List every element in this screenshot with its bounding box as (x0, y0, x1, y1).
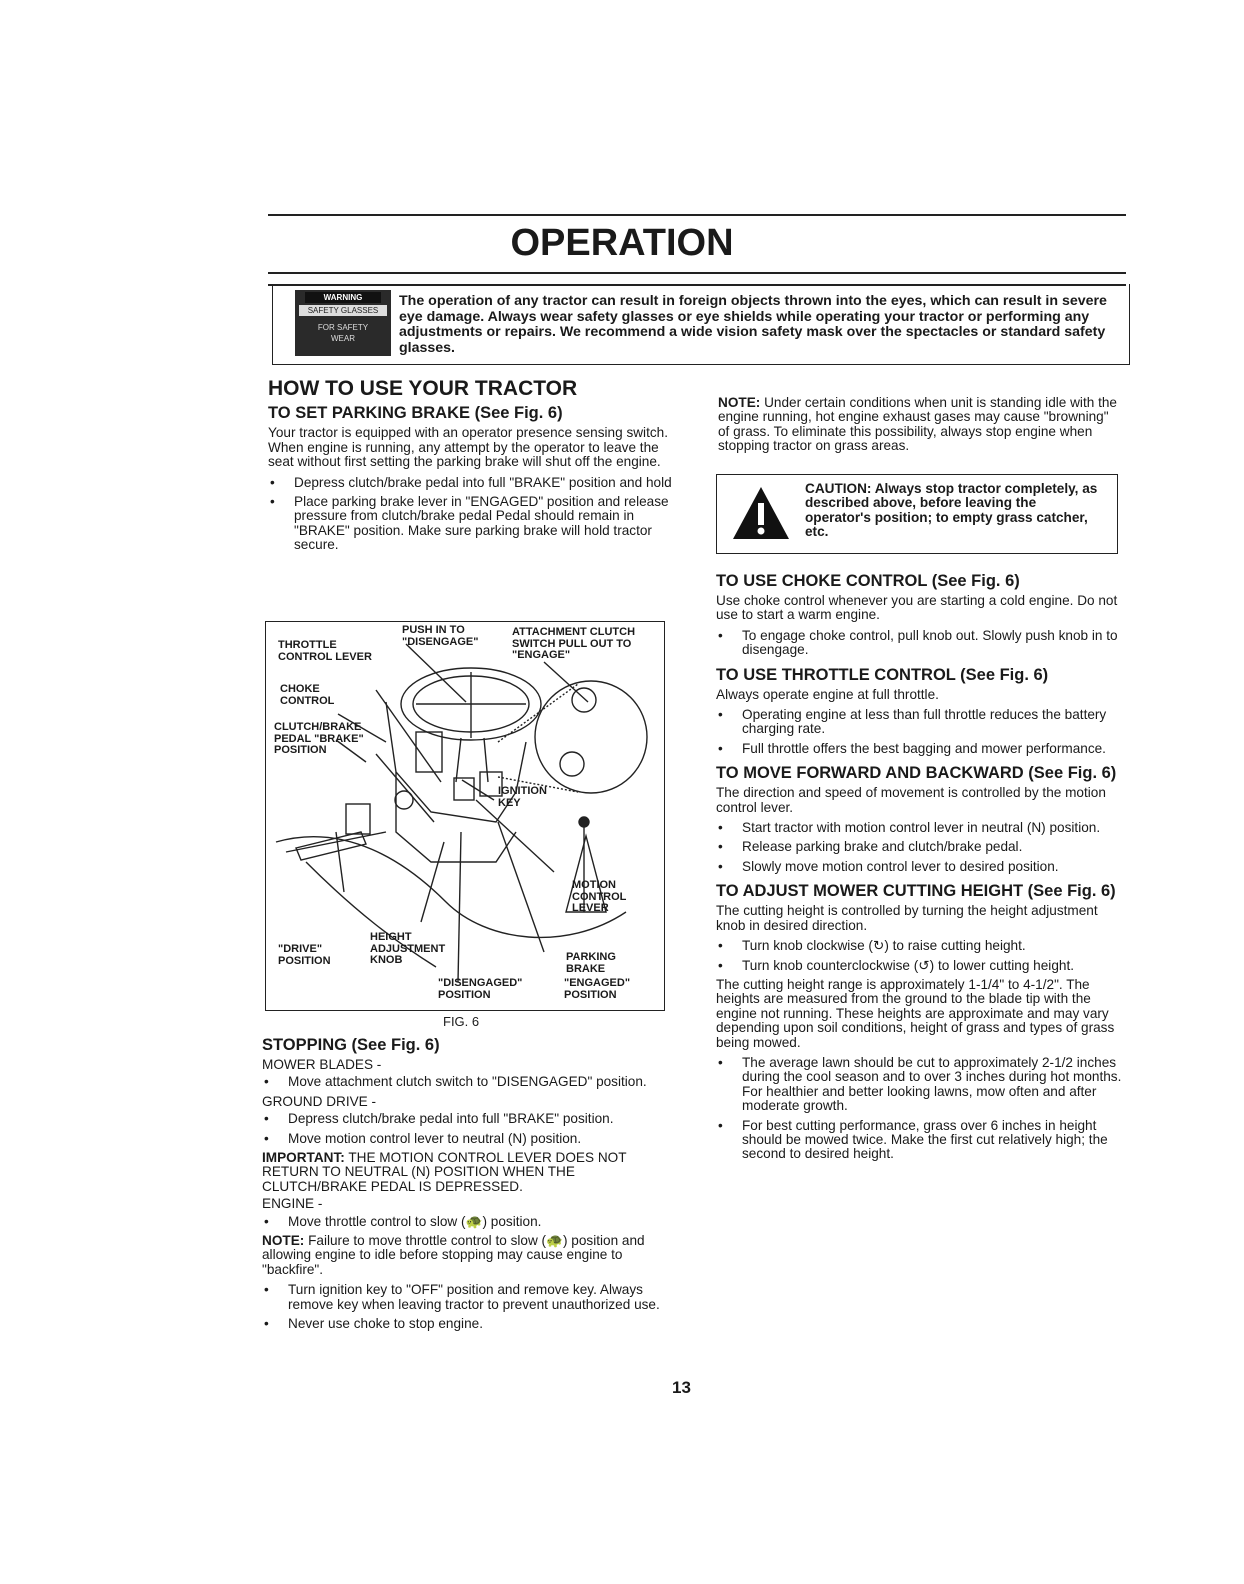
caution-triangle-icon (731, 485, 791, 541)
list-item: • Move motion control lever to neutral (N) position. (262, 1132, 672, 1146)
safety-warning-text: The operation of any tractor can result in foreign objects thrown into the eyes, which can result in severe eye damage. Always wear safety glasses or eye shields while operating your tractor or performing any adjustments or repairs. We recommend a wide vision safety mask over the spectacles or standard safety glasses. (399, 293, 1107, 356)
paragraph: Use choke control whenever you are starting a cold engine. Do not use to start a warm engine. (716, 593, 1118, 623)
list-item: • Move attachment clutch switch to "DISENGAGED" position. (262, 1075, 672, 1089)
note-label: NOTE: (262, 1233, 305, 1249)
list-item: • Slowly move motion control lever to desired position. (716, 860, 1122, 874)
safety-warning-banner (272, 284, 1130, 365)
fig-label-parking-brake: PARKING BRAKE (566, 951, 616, 975)
left-column-bottom (262, 1036, 672, 1337)
section-heading: HOW TO USE YOUR TRACTOR (268, 377, 578, 400)
fig-label-clutch-brake: CLUTCH/BRAKE PEDAL "BRAKE" POSITION (274, 721, 364, 756)
label: ENGINE - (262, 1196, 323, 1212)
list-item: • Turn ignition key to "OFF" position and remove key. Always remove key when leaving tractor to prevent unauthorized use. (262, 1283, 672, 1312)
list-item: • Start tractor with motion control lever in neutral (N) position. (716, 821, 1122, 835)
note-text: Under certain conditions when unit is standing idle with the engine running, hot engine exhaust gases may cause "browning" of grass. To eliminate this possibility, always stop engine when stopping tractor on grass areas. (718, 395, 1117, 454)
list-item: • Operating engine at less than full throttle reduces the battery charging rate. (716, 708, 1122, 737)
list-item: • Turn knob counterclockwise (↺) to lower cutting height. (716, 959, 1122, 973)
note-text: Failure to move throttle control to slow (🐢) position and allowing engine to idle before stopping may cause engine to "backfire". (262, 1233, 645, 1277)
important-note (262, 1151, 672, 1194)
fig-label-height: HEIGHT ADJUSTMENT KNOB (370, 931, 446, 966)
list-item: • Depress clutch/brake pedal into full "BRAKE" position. (262, 1112, 672, 1126)
paragraph: Your tractor is equipped with an operator presence sensing switch. When engine is running, any attempt by the operator to leave the seat without first setting the parking brake will shut off the engine. (268, 425, 668, 470)
title-underline (268, 272, 1126, 274)
fig-label-motion: MOTION CONTROL LEVER (572, 879, 627, 914)
right-column-main (716, 572, 1122, 1167)
list-item: • Turn knob clockwise (↻) to raise cutting height. (716, 939, 1122, 953)
caution-text (805, 482, 1105, 540)
safety-glasses-icon (295, 290, 391, 356)
page-number: 13 (672, 1378, 691, 1397)
right-column-top (718, 396, 1122, 460)
list-item: • To engage choke control, pull knob out. Slowly push knob in to disengage. (716, 629, 1122, 658)
figure-6-diagram (265, 621, 665, 1011)
fig-label-ignition: IGNITION KEY (498, 785, 547, 809)
fig-label-drive: "DRIVE" POSITION (278, 943, 331, 967)
fig-label-push-in: PUSH IN TO "DISENGAGE" (402, 624, 479, 648)
list-item: • Never use choke to stop engine. (262, 1317, 672, 1331)
subsection-heading: TO ADJUST MOWER CUTTING HEIGHT (See Fig. 6) (716, 882, 1116, 901)
subsection-heading: STOPPING (See Fig. 6) (262, 1036, 440, 1054)
subsection-heading: TO MOVE FORWARD AND BACKWARD (See Fig. 6) (716, 764, 1117, 783)
caution-label: CAUTION: (805, 481, 872, 496)
paragraph: The cutting height is controlled by turning the height adjustment knob in desired direction. (716, 903, 1098, 933)
top-rule (268, 214, 1126, 216)
subsection-heading: TO USE THROTTLE CONTROL (See Fig. 6) (716, 665, 1049, 684)
list-item: • Place parking brake lever in "ENGAGED" position and release pressure from clutch/brake pedal Pedal should remain in "BRAKE" position. Make sure parking brake will hold tractor secure. (268, 495, 676, 553)
paragraph: The direction and speed of movement is controlled by the motion control lever. (716, 785, 1106, 815)
icon-line: WEAR (331, 334, 355, 343)
list-item: • Full throttle offers the best bagging and mower performance. (716, 742, 1122, 756)
paragraph: Always operate engine at full throttle. (716, 686, 939, 702)
page-title: OPERATION (510, 222, 734, 264)
icon-line: FOR SAFETY (317, 323, 369, 332)
figure-caption: FIG. 6 (443, 1014, 480, 1029)
label: MOWER BLADES - (262, 1057, 382, 1072)
list-item: • For best cutting performance, grass over 6 inches in height should be mowed twice. Make the first cut relatively high; the second to desired height. (716, 1119, 1122, 1162)
subsection-heading: TO SET PARKING BRAKE (See Fig. 6) (268, 404, 563, 423)
list-item: • The average lawn should be cut to approximately 2-1/2 inches during the cool season and to over 3 inches during hot months. For healthier and better looking lawns, mow often and after moderate growth. (716, 1056, 1122, 1114)
paragraph: The cutting height range is approximately 1-1/4" to 4-1/2". The heights are measured from the ground to the blade tip with the engine not running. These heights are approximate and may vary depending upon soil conditions, height of grass and types of grass being mowed. (716, 976, 1115, 1050)
note-label: NOTE: (718, 395, 761, 410)
list-item: • Move throttle control to slow (🐢) position. (262, 1215, 672, 1229)
icon-line: WARNING (305, 292, 381, 303)
list-item: • Depress clutch/brake pedal into full "BRAKE" position and hold (268, 476, 676, 490)
caution-body: Always stop tractor completely, as described above, before leaving the operator's position; to empty grass catcher, etc. (805, 481, 1098, 540)
caution-box (716, 474, 1118, 554)
fig-label-engaged: "ENGAGED" POSITION (564, 977, 631, 1001)
left-column-top (268, 377, 676, 558)
icon-line: SAFETY GLASSES (299, 305, 387, 316)
label: GROUND DRIVE - (262, 1093, 377, 1109)
fig-label-attachment-clutch: ATTACHMENT CLUTCH SWITCH PULL OUT TO "ENGAGE" (512, 626, 636, 661)
note-paragraph (262, 1234, 672, 1277)
important-label: IMPORTANT: (262, 1150, 345, 1166)
fig-label-choke: CHOKE CONTROL (280, 683, 335, 707)
subsection-heading: TO USE CHOKE CONTROL (See Fig. 6) (716, 572, 1020, 590)
fig-label-disengaged: "DISENGAGED" POSITION (438, 977, 523, 1001)
fig-label-throttle: THROTTLE CONTROL LEVER (278, 639, 372, 663)
important-text: THE MOTION CONTROL LEVER DOES NOT RETURN TO NEUTRAL (N) POSITION WHEN THE CLUTCH/BRAKE PEDAL IS DEPRESSED. (262, 1150, 627, 1194)
list-item: • Release parking brake and clutch/brake pedal. (716, 840, 1122, 854)
note-paragraph (718, 396, 1122, 454)
